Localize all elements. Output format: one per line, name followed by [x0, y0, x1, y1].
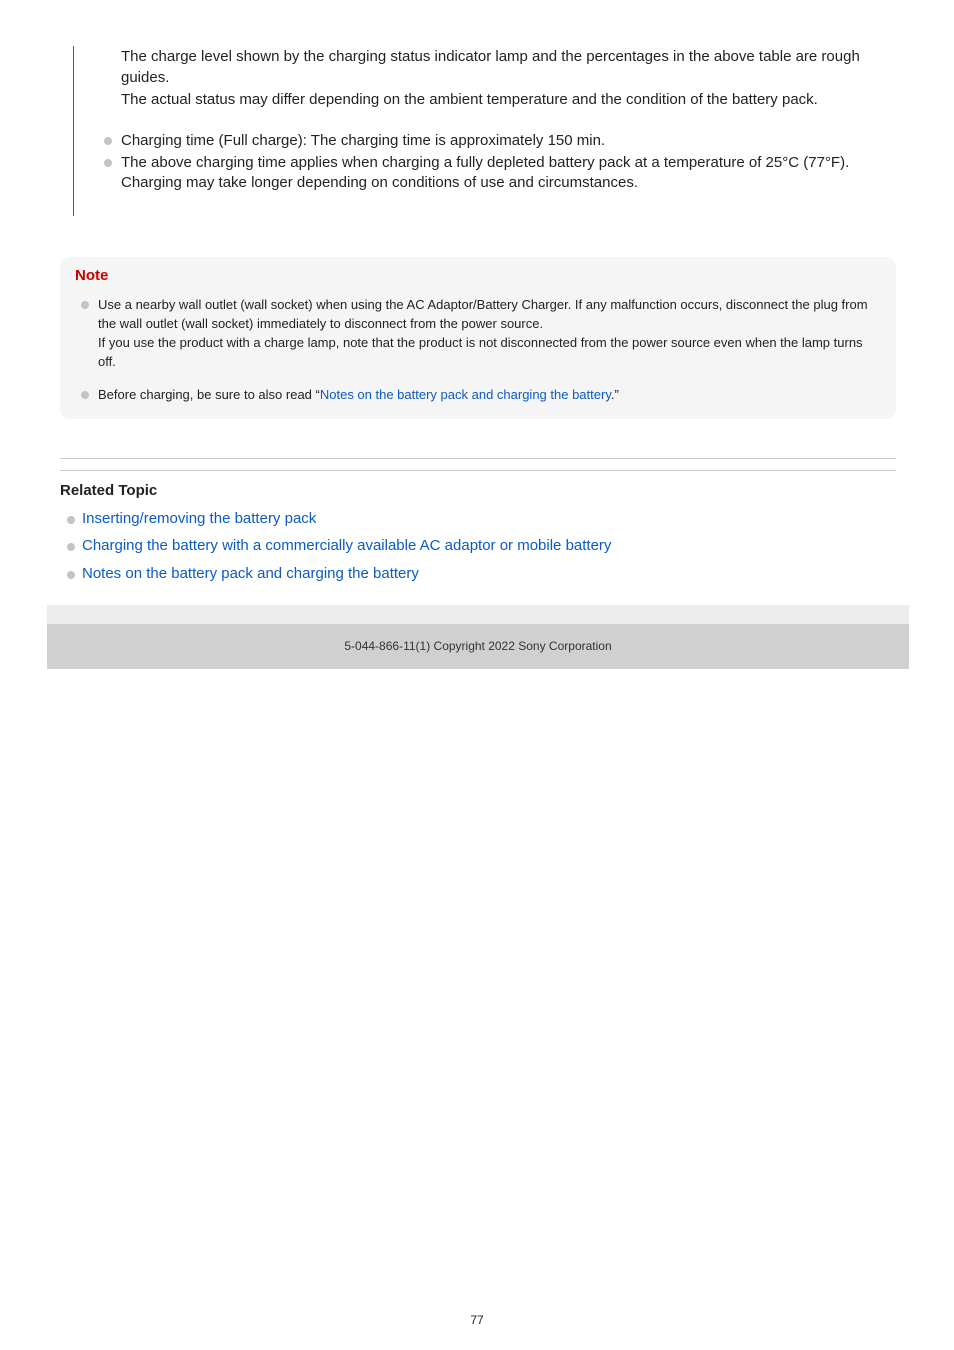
- bullet-icon: [67, 516, 75, 524]
- bullet-icon: [67, 571, 75, 579]
- related-link-notes-battery[interactable]: Notes on the battery pack and charging the battery: [82, 565, 419, 582]
- bullet-icon: [104, 159, 112, 167]
- list-item-text: The above charging time applies when charging a fully depleted battery pack at a temperature of 25°C (77°F). Charging may take longer depending on conditions of use and circumstances.: [121, 154, 850, 191]
- actual-status-paragraph: The actual status may differ depending on the ambient temperature and the condition of the battery pack.: [121, 91, 818, 108]
- footer: [47, 624, 909, 669]
- related-link-inserting-battery[interactable]: Inserting/removing the battery pack: [82, 510, 317, 527]
- divider: [60, 470, 896, 471]
- page-number: 77: [470, 1313, 484, 1327]
- note-item-prefix: Before charging, be sure to also read “: [98, 387, 320, 402]
- divider: [60, 458, 896, 459]
- note-item-text: [98, 295, 882, 371]
- copyright-text: 5-044-866-11(1) Copyright 2022 Sony Corporation: [344, 639, 612, 653]
- related-topic-heading: Related Topic: [60, 482, 158, 499]
- bullet-icon: [104, 137, 112, 145]
- bullet-icon: [81, 391, 89, 399]
- bullet-icon: [81, 301, 89, 309]
- related-link-charging-ac-adaptor[interactable]: Charging the battery with a commercially available AC adaptor or mobile battery: [82, 537, 612, 554]
- note-item-line: If you use the product with a charge lamp, note that the product is not disconnected from the power source even when the lamp turns off.: [98, 335, 863, 369]
- note-item-line: Use a nearby wall outlet (wall socket) when using the AC Adaptor/Battery Charger. If any malfunction occurs, disconnect the plug from the wall outlet (wall socket) immediately to disconnect from the power source.: [98, 297, 868, 331]
- charge-level-paragraph: The charge level shown by the charging status indicator lamp and the percentages in the above table are rough guides.: [121, 48, 860, 86]
- list-item-text: Charging time (Full charge): The charging time is approximately 150 min.: [121, 132, 606, 149]
- footer-top-strip: [47, 605, 909, 624]
- note-item-suffix: .”: [610, 387, 619, 402]
- note-box: [60, 257, 896, 419]
- note-item-text: [98, 385, 882, 404]
- bullet-icon: [67, 543, 75, 551]
- notes-battery-link[interactable]: Notes on the battery pack and charging the battery: [319, 387, 611, 402]
- note-title: Note: [75, 267, 109, 284]
